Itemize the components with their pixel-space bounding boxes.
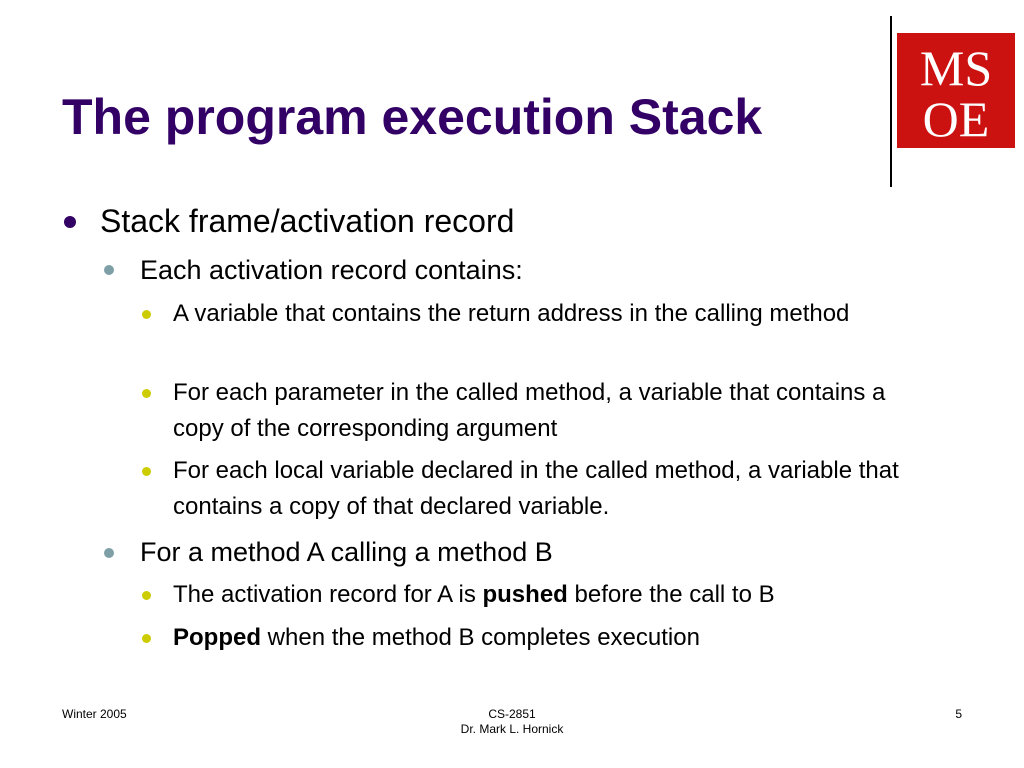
bullet-return-address: A variable that contains the return address in the calling method	[173, 300, 850, 327]
msoe-logo	[897, 33, 1015, 148]
bullet-local-variable-copy: For each local variable declared in the called method, a variable that contains a copy of that declared variable.	[173, 457, 899, 520]
bullet-pushed	[173, 577, 933, 613]
bullet-level1	[64, 216, 76, 228]
bullet-level3	[142, 591, 151, 600]
footer-instructor: Dr. Mark L. Hornick	[460, 722, 564, 736]
svg-text:OE: OE	[922, 91, 990, 147]
emphasis-pushed: pushed	[482, 581, 568, 608]
footer-course-code: CS-2851	[488, 707, 536, 721]
footer-course	[412, 707, 612, 737]
bullet-popped	[173, 620, 933, 656]
bullet-activation-record-contains: Each activation record contains:	[140, 255, 523, 285]
footer-date: Winter 2005	[62, 707, 127, 721]
footer-page-number: 5	[955, 707, 962, 721]
emphasis-popped: Popped	[173, 624, 261, 651]
bullet-level3	[142, 467, 151, 476]
bullet-level2	[104, 548, 114, 558]
header-divider	[890, 16, 892, 187]
bullet-level3	[142, 310, 151, 319]
text-segment: The activation record for A is	[173, 581, 483, 608]
bullet-stack-frame: Stack frame/activation record	[100, 203, 515, 239]
text-segment: before the call to B	[567, 581, 775, 608]
bullet-parameter-copy: For each parameter in the called method, a variable that contains a copy of the corresponding argument	[173, 379, 886, 442]
text-segment: when the method B completes execution	[261, 624, 700, 651]
slide-title: The program execution Stack	[62, 89, 763, 145]
bullet-level3	[142, 634, 151, 643]
bullet-level2	[104, 265, 114, 275]
svg-text:MS: MS	[919, 40, 993, 96]
bullet-method-a-calls-b: For a method A calling a method B	[140, 537, 553, 567]
bullet-level3	[142, 389, 151, 398]
